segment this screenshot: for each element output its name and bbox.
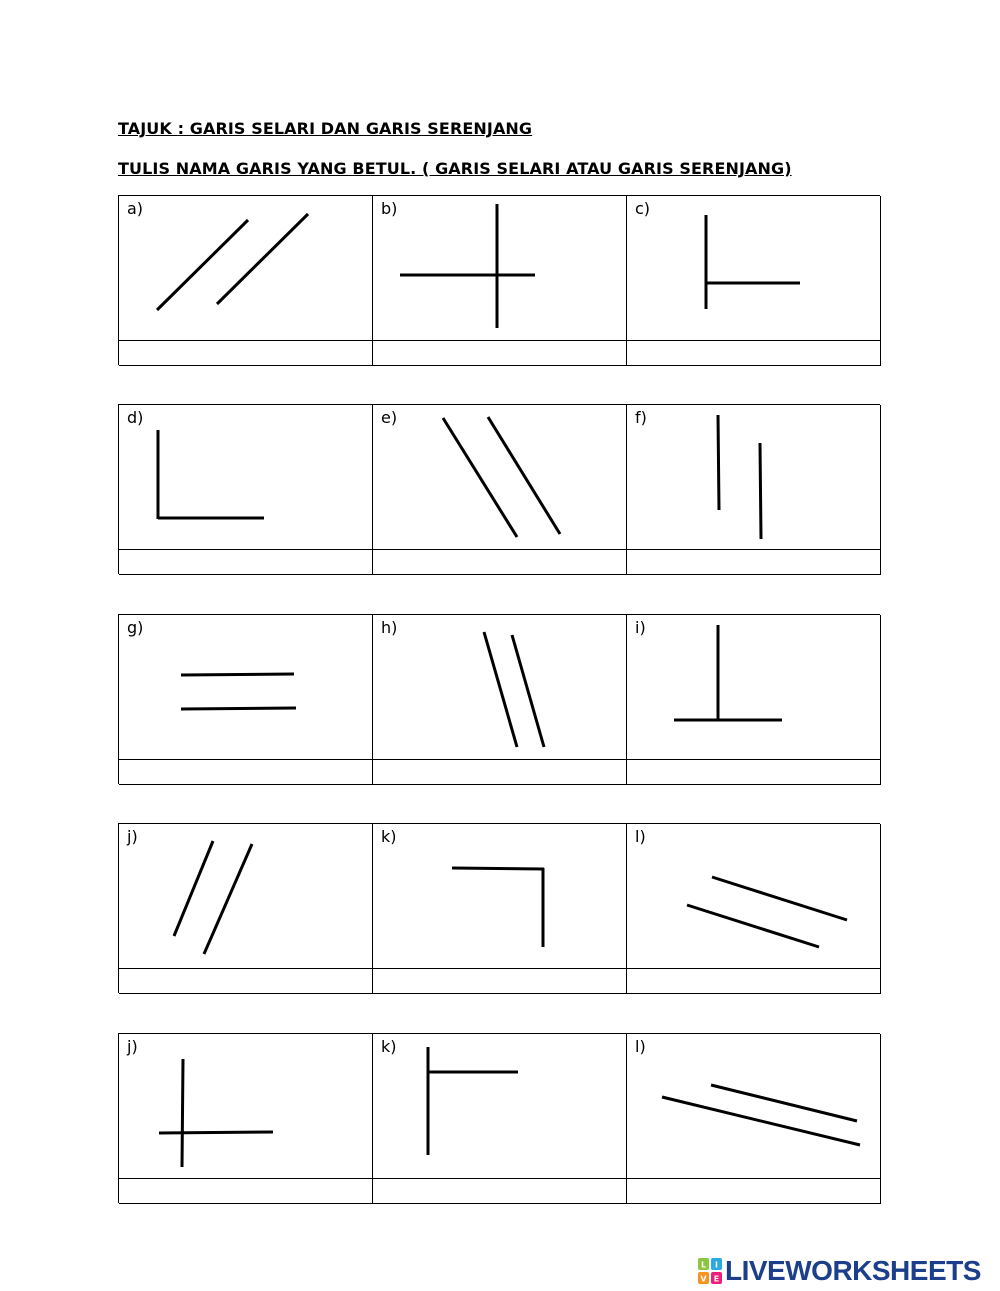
parallel-lines-figure: [627, 405, 881, 550]
question-label: a): [127, 199, 144, 218]
line-1: [712, 877, 847, 920]
parallel-lines-figure: [373, 615, 627, 760]
line-1: [157, 220, 248, 310]
line-1: [181, 674, 294, 675]
figure-cell-l: [627, 824, 881, 969]
line-2: [159, 1132, 273, 1133]
parallel-lines-figure: [119, 615, 373, 760]
answer-field-l-2[interactable]: [627, 1179, 881, 1204]
line-2: [217, 214, 308, 304]
line-2: [760, 443, 761, 539]
worksheet-instruction: TULIS NAMA GARIS YANG BETUL. ( GARIS SELARI ATAU GARIS SERENJANG): [118, 159, 792, 178]
figure-cell-j-2: [119, 1034, 373, 1179]
question-label: j): [127, 827, 138, 846]
answer-field-k-2[interactable]: [373, 1179, 627, 1204]
answer-field-l[interactable]: [627, 969, 881, 994]
question-label: d): [127, 408, 144, 427]
icon-letter: L: [700, 1260, 707, 1270]
figure-cell-j: [119, 824, 373, 969]
question-label: g): [127, 618, 144, 637]
line-1: [174, 841, 213, 936]
line-1: [452, 868, 544, 869]
line-2: [181, 708, 296, 709]
answer-field-b[interactable]: [373, 341, 627, 366]
question-label: i): [635, 618, 646, 637]
question-label: f): [635, 408, 647, 427]
question-row-2: [118, 404, 880, 574]
line-2: [687, 905, 819, 947]
perpendicular-lines-figure: [119, 405, 373, 550]
figure-cell-k: [373, 824, 627, 969]
line-1: [443, 418, 517, 537]
icon-letter: V: [700, 1274, 707, 1284]
answer-field-f[interactable]: [627, 550, 881, 575]
question-row-5: [118, 1033, 880, 1203]
answer-field-j[interactable]: [119, 969, 373, 994]
figure-cell-c: [627, 196, 881, 341]
parallel-lines-figure: [119, 824, 373, 969]
figure-cell-a: [119, 196, 373, 341]
worksheet-title: TAJUK : GARIS SELARI DAN GARIS SERENJANG: [118, 119, 533, 138]
perpendicular-lines-figure: [627, 196, 881, 341]
line-1: [484, 632, 517, 747]
line-1: [182, 1059, 183, 1167]
figure-cell-i: [627, 615, 881, 760]
figure-cell-l-2: [627, 1034, 881, 1179]
answer-field-e[interactable]: [373, 550, 627, 575]
question-label: j): [127, 1037, 138, 1056]
answer-field-g[interactable]: [119, 760, 373, 785]
line-2: [488, 417, 560, 534]
question-row-3: [118, 614, 880, 784]
question-label: c): [635, 199, 651, 218]
answer-field-c[interactable]: [627, 341, 881, 366]
figure-cell-k-2: [373, 1034, 627, 1179]
parallel-lines-figure: [627, 1034, 881, 1179]
parallel-lines-figure: [627, 824, 881, 969]
parallel-lines-figure: [373, 405, 627, 550]
figure-cell-f: [627, 405, 881, 550]
line-2: [512, 635, 544, 747]
answer-field-a[interactable]: [119, 341, 373, 366]
parallel-lines-figure: [119, 196, 373, 341]
figure-cell-b: [373, 196, 627, 341]
question-label: h): [381, 618, 398, 637]
line-1: [718, 415, 719, 510]
question-label: k): [381, 827, 397, 846]
question-label: b): [381, 199, 398, 218]
logo-text: LIVEWORKSHEETS: [725, 1255, 981, 1286]
perpendicular-lines-figure: [627, 615, 881, 760]
icon-letter: E: [713, 1274, 720, 1284]
question-label: l): [635, 1037, 646, 1056]
perpendicular-lines-figure: [119, 1034, 373, 1179]
line-2: [662, 1097, 860, 1145]
question-row-1: [118, 195, 880, 365]
answer-field-j-2[interactable]: [119, 1179, 373, 1204]
question-label: l): [635, 827, 646, 846]
perpendicular-lines-figure: [373, 1034, 627, 1179]
answer-field-i[interactable]: [627, 760, 881, 785]
liveworksheets-logo: [698, 1255, 981, 1287]
figure-cell-g: [119, 615, 373, 760]
perpendicular-lines-figure: [373, 824, 627, 969]
line-2: [204, 844, 252, 954]
answer-field-h[interactable]: [373, 760, 627, 785]
figure-cell-d: [119, 405, 373, 550]
answer-field-d[interactable]: [119, 550, 373, 575]
live-blocks-icon: [698, 1258, 722, 1284]
icon-letter: I: [715, 1260, 718, 1270]
question-row-4: [118, 823, 880, 993]
answer-field-k[interactable]: [373, 969, 627, 994]
figure-cell-e: [373, 405, 627, 550]
figure-cell-h: [373, 615, 627, 760]
question-label: k): [381, 1037, 397, 1056]
question-label: e): [381, 408, 398, 427]
perpendicular-lines-figure: [373, 196, 627, 341]
